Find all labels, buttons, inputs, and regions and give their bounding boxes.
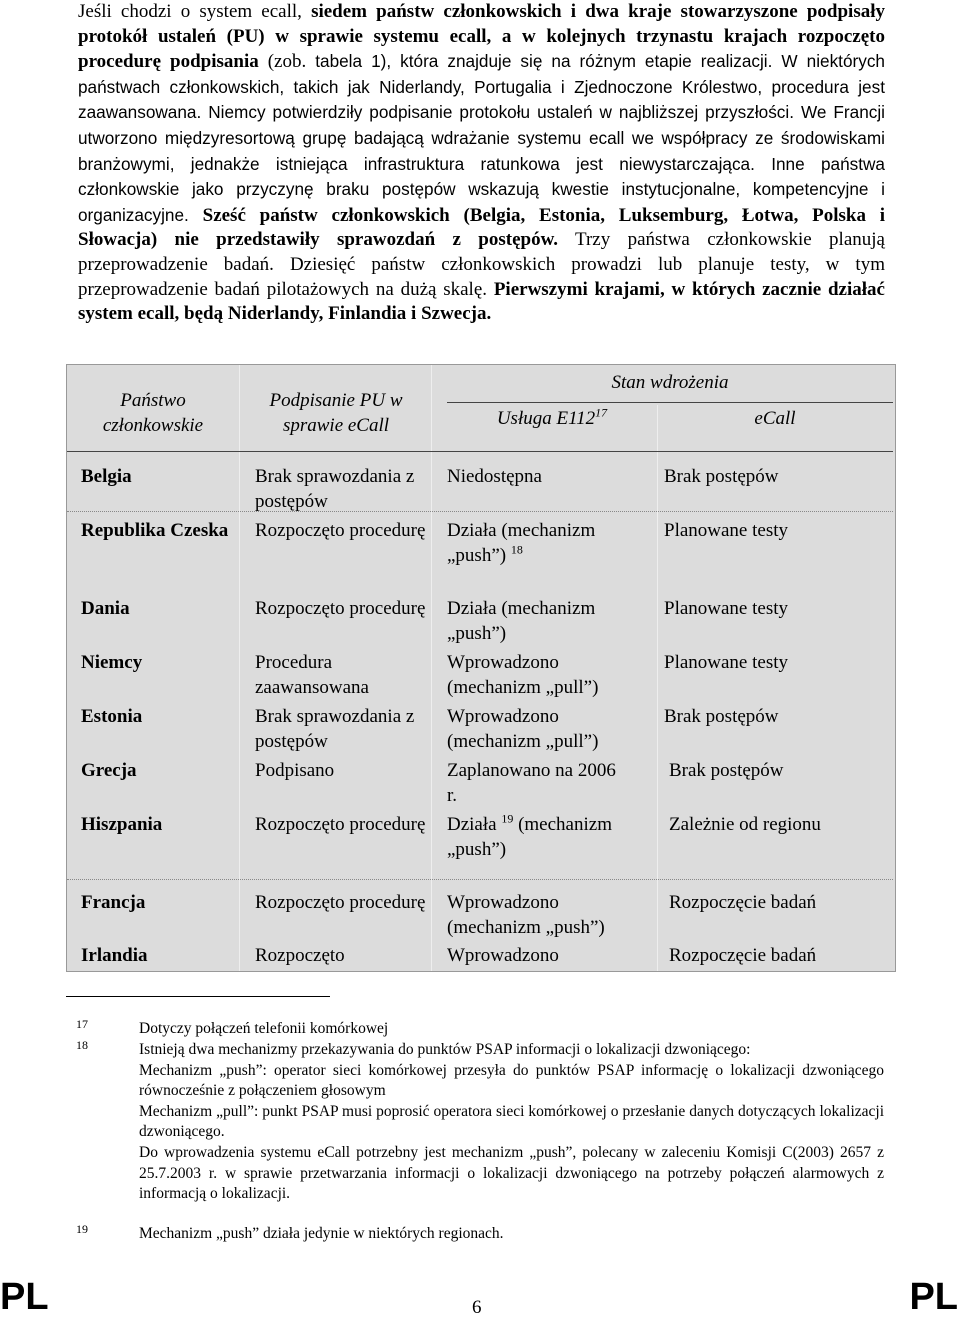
cell-ecall-niemcy: Planowane testy [664, 652, 789, 673]
para-s6: Sześć państw członkowskich (Belgia, Estonia, Luksemburg, Łotwa, Polska i Słowacja) nie przedstawiły sprawozdań z postępów. [78, 204, 885, 251]
header-rule [67, 451, 893, 452]
cell-e112-francja: Wprowadzono (mechanizm „push”) [447, 892, 605, 938]
cell-country-belgia: Belgia [81, 466, 132, 487]
header-e112 [447, 407, 657, 432]
header-country: Państwo członkowskie [102, 390, 204, 436]
cell-signing-irlandia: Rozpoczęto [255, 945, 345, 966]
cell-signing-grecja: Podpisano [255, 760, 335, 781]
cell-country-dania: Dania [81, 598, 130, 619]
header-status: Stan wdrożenia [611, 372, 729, 393]
para-s8: Pierwszymi krajami, w których zacznie działać system ecall, będą Niderlandy, Finlandia i Szwecja. [78, 278, 885, 325]
cell-e112-dania: Działa (mechanizm „push”) [447, 598, 596, 644]
cell-country-estonia: Estonia [81, 706, 143, 727]
footnote-18-push: Mechanizm „push”: operator sieci komórkowej przesyła do punktów PSAP informację o lokalizacji dzwoniącego równocześnie z połączeniem głosowym [139, 1061, 884, 1100]
column-divider [239, 365, 240, 971]
header-signing: Podpisanie PU w sprawie eCall [269, 390, 403, 436]
cell-e112-grecja: Zaplanowano na 2006 r. [447, 760, 616, 806]
cell-country-hiszpania: Hiszpania [81, 814, 163, 835]
footnote-ref-17: 17 [595, 405, 608, 420]
footnote-18 [139, 1040, 884, 1205]
footnote-number-18: 18 [76, 1038, 88, 1052]
language-code-right: PL [909, 1276, 958, 1318]
para-s4: tabela 1), która znajduje się na różnym etapie realizacji. W niektórych państwach członkowskich, takich jak Niderlandy, Portugalia i Zjednoczone Królestwo, procedura jest zaawansowana. Niemcy potwierdziły podpisanie protokołu ustaleń w najbliższej przyszłości. We Francji utworzono międzyresortową grupę badającą wdrażanie systemu ecall we współpracy ze środowiskami branżowymi, jednakże istniejąca infrastruktura ratunkowa jest niewystarczająca. Inne państwa członkowskie jako przyczynę braku postępów wskazują kwestie instytucjonalne, kompetencyjne i organizacyjne. [78, 51, 885, 225]
page-number: 6 [472, 1297, 482, 1318]
cell-e112-niemcy: Wprowadzono (mechanizm „pull”) [447, 652, 599, 698]
cell-signing-czech: Rozpoczęto procedurę [255, 520, 426, 541]
footnote-18-pull: Mechanizm „pull”: punkt PSAP musi poprosić operatora sieci komórkowej o przesłanie danych dotyczących lokalizacji dzwoniącego. [139, 1102, 884, 1141]
row-separator [67, 879, 893, 880]
footnote-separator [66, 996, 330, 997]
footnote-18-recommendation: Do wprowadzenia systemu eCall potrzebny jest mechanizm „push”, polecany w zaleceniu Komisji C(2003) 2657 z 25.7.2003 r. w sprawie przetwarzania informacji o lokalizacji dzwoniącego na potrzeby połączeń alarmowych z informacją o lokalizacji. [139, 1143, 884, 1203]
cell-e112-czech-text: Działa (mechanizm „push”) [447, 520, 596, 566]
cell-ecall-belgia: Brak postępów [664, 466, 779, 487]
cell-e112-hiszpania-b: (mechanizm „push”) [447, 814, 612, 860]
column-divider [431, 365, 432, 971]
implementation-table [66, 364, 896, 972]
cell-signing-estonia: Brak sprawozdania z postępów [255, 706, 415, 752]
intro-paragraph [78, 0, 885, 327]
footnote-19 [139, 1224, 884, 1245]
header-ecall: eCall [754, 408, 796, 429]
cell-ecall-grecja: Brak postępów [669, 760, 784, 781]
para-s2: siedem państw członkowskich i dwa kraje stowarzyszone podpisały protokół ustaleń (PU) w sprawie systemu ecall, a w kolejnych trzynastu krajach rozpoczęto procedurę podpisania [78, 1, 885, 73]
para-s5 [189, 205, 203, 226]
footnote-19-text: Mechanizm „push” działa jedynie w niektórych regionach. [139, 1225, 504, 1242]
cell-ecall-czech: Planowane testy [664, 520, 789, 541]
cell-country-czech: Republika Czeska [81, 520, 229, 541]
cell-e112-hiszpania [447, 813, 652, 862]
header-e112-label: Usługa E112 [496, 408, 596, 429]
para-s7: Trzy państwa członkowskie planują przeprowadzenie badań. Dziesięć państw członkowskich prowadzi lub planuje testy, w tym przeprowadzenie badań pilotażowych na dużą skalę. [78, 229, 885, 300]
cell-country-grecja: Grecja [81, 760, 137, 781]
cell-signing-francja: Rozpoczęto procedurę [255, 892, 426, 913]
cell-signing-belgia: Brak sprawozdania z postępów [255, 466, 415, 512]
header-rule [447, 402, 893, 403]
cell-signing-hiszpania: Rozpoczęto procedurę [255, 814, 426, 835]
cell-signing-niemcy: Procedura zaawansowana [255, 652, 369, 698]
cell-e112-estonia: Wprowadzono (mechanizm „pull”) [447, 706, 599, 752]
cell-e112-belgia: Niedostępna [447, 466, 542, 487]
footnote-18-line1: Istnieją dwa mechanizmy przekazywania do punktów PSAP informacji o lokalizacji dzwoniącego: [139, 1041, 751, 1058]
cell-e112-czech [447, 519, 652, 568]
cell-ecall-irlandia: Rozpoczęcie badań [669, 945, 817, 966]
para-s3: (zob. [258, 51, 316, 73]
footnote-17 [139, 1019, 884, 1040]
cell-signing-dania: Rozpoczęto procedurę [255, 598, 426, 619]
footnote-ref-18: 18 [510, 542, 523, 557]
cell-ecall-hiszpania: Zależnie od regionu [669, 814, 821, 835]
footnote-number-17: 17 [76, 1017, 88, 1031]
footnote-17-text: Dotyczy połączeń telefonii komórkowej [139, 1020, 389, 1037]
para-s1: Jeśli chodzi o system ecall, [78, 1, 312, 22]
cell-country-niemcy: Niemcy [81, 652, 143, 673]
cell-ecall-estonia: Brak postępów [664, 706, 779, 727]
cell-country-irlandia: Irlandia [81, 945, 148, 966]
cell-ecall-dania: Planowane testy [664, 598, 789, 619]
cell-e112-hiszpania-a: Działa [447, 814, 497, 835]
column-divider [657, 405, 658, 971]
footnote-ref-19: 19 [501, 811, 514, 826]
language-code-left: PL [0, 1276, 49, 1318]
cell-ecall-francja: Rozpoczęcie badań [669, 892, 817, 913]
footnote-number-19: 19 [76, 1222, 88, 1236]
cell-e112-irlandia: Wprowadzono [447, 945, 559, 966]
row-separator [67, 511, 893, 512]
cell-country-francja: Francja [81, 892, 146, 913]
